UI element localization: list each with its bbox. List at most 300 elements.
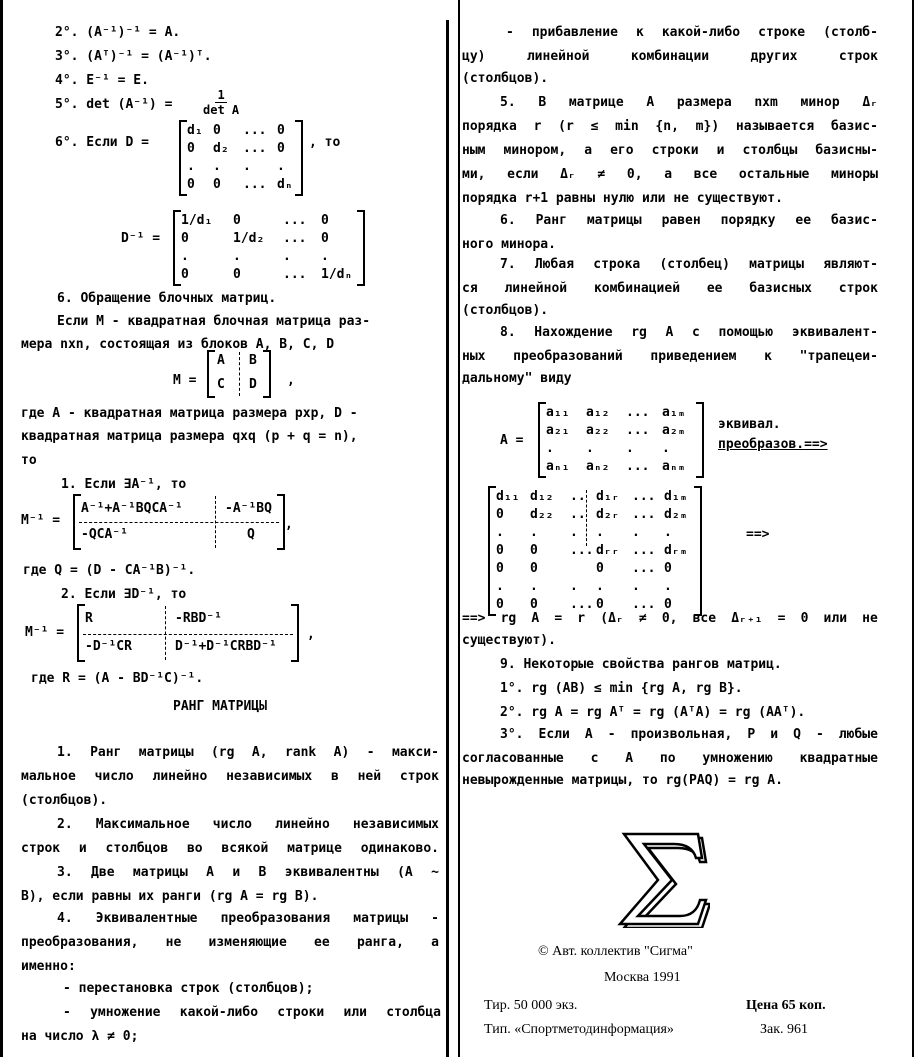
word: = [777,611,786,626]
word: A [584,727,593,742]
a-matrix-cell: . [546,441,554,456]
trapezoid-cell: 0 [530,561,538,576]
word: размера [676,95,732,110]
d-inverse-cell: 1/d₂ [233,231,265,246]
fraction-numerator: 1 [217,88,225,102]
word: ся [462,281,478,296]
m-inverse-lhs-1: М⁻¹ = [21,513,61,528]
rank-3-line-2: B), если равны их ранги (rg A = rg B). [21,889,319,904]
m-inverse-lhs-2: М⁻¹ = [25,625,65,640]
a-matrix-cell: . [586,441,594,456]
d-inverse-cell: 0 [233,213,241,228]
word: 0, [661,611,678,626]
rank-9-property-2: 2°. rg A = rg Aᵀ = rg (AᵀA) = rg (AAᵀ). [500,705,806,720]
case-2-bottom-left: -D⁻¹CR [85,639,132,654]
trapezoid-cell: . [530,525,538,540]
trapezoid-cell: ... [632,489,656,504]
trapezoid-cell: . [570,579,578,594]
word: умножение [90,1005,161,1020]
rank-4-item-1: - перестановка строк (столбцов); [63,981,314,996]
d-matrix-row [187,122,295,140]
rank-9-property-3-line-1 [500,726,878,744]
d-matrix-cell: ... [243,177,267,192]
property-2: 2°. (A⁻¹)⁻¹ = A. [55,25,181,40]
rank-7-line-1 [500,256,878,274]
word: называется [735,119,815,134]
d-inverse-cell: 0 [233,267,241,282]
word: A [531,611,540,626]
word: ней [357,769,382,784]
word: и [770,727,779,742]
word: матрицы [749,257,804,272]
d-matrix-cell: d₂ [213,141,229,156]
word: Максимальное [95,817,190,832]
word: A, [251,745,268,760]
block-c: C [217,377,225,392]
word: ных [462,349,486,364]
rank-3-line-1 [57,864,439,882]
word: строки [277,1005,325,1020]
word: во [186,841,203,856]
word: не [165,935,182,950]
word: Ранг [535,213,567,228]
transforms-arrow: ==> [804,437,828,452]
block-matrix-lhs: М = [173,373,197,388]
word: ранга, [356,935,404,950]
word: (столбец) [659,257,730,272]
where-line-1: где A - квадратная матрица размера pxp, D - [21,406,358,421]
a-matrix-cell: ... [626,423,650,438]
word: и [716,143,725,158]
word: m}) [695,119,720,134]
property-6: 6°. Если D = [55,135,149,150]
word: число [94,769,134,784]
trapezoid-matrix [488,486,702,616]
d-matrix-row [187,158,295,176]
rank-4-line-2 [21,934,439,952]
word: P [747,727,756,742]
word: строки [651,143,699,158]
d-inverse-matrix [173,210,365,286]
word: столбца [386,1005,441,1020]
transforms-label [718,436,828,454]
trapezoid-cell: ... [632,507,656,522]
d-matrix-cell: 0 [213,177,221,192]
trapezoid-row [496,524,694,542]
rank-9-property-3-line-3: невырожденные матрицы, то rg(PAQ) = rg A. [462,773,783,788]
word: столбцов [105,841,169,856]
d-inverse-cell: ... [283,231,307,246]
a-matrix-cell: a₂₁ [546,423,570,438]
word: Эквивалентные [95,911,198,926]
price [746,998,826,1014]
trapezoid-cell: d₂ₘ [664,507,688,522]
word: матрице [287,841,342,856]
matrix-a-lhs: A = [500,433,524,448]
word: 4. [57,911,73,926]
word: других [750,49,798,64]
word: минор [800,95,840,110]
rank-1-line-3: (столбцов). [21,793,108,808]
word: rg [631,325,647,340]
trapezoid-cell: ... [632,561,656,576]
trapezoid-cell: 0 [596,597,604,612]
trapezoid-cell: . [664,525,672,540]
trapezoid-cell: . [496,525,504,540]
word: минором, [503,143,567,158]
d-matrix-cell: . [187,159,195,174]
word: A [206,865,214,880]
word: к [635,25,644,40]
word: столбцы [742,143,798,158]
trapezoid-cell: . [596,525,604,540]
trapezoid-cell: . [570,525,578,540]
d-matrix-cell: 0 [187,177,195,192]
word: если [507,167,539,182]
word: A [665,325,674,340]
word: rg [500,611,517,626]
d-matrix-cell: . [213,159,221,174]
case-2-title: 2. Если ∃D⁻¹, то [61,587,187,602]
d-inverse-cell: 0 [181,231,189,246]
word: A [625,751,634,766]
word: - [815,727,824,742]
d-matrix-cell: 0 [213,123,221,138]
item-add-line-3: (столбцов). [462,71,549,86]
trapezoid-cell: d₁₁ [496,489,520,504]
word: эквивалент- [791,325,878,340]
a-matrix-cell: a₂ₘ [662,423,686,438]
word: строк [838,49,878,64]
trapezoid-cell [570,560,596,578]
property-4: 4°. E⁻¹ = E. [55,73,149,88]
rank-4-item-2 [63,1004,441,1022]
case-1-bottom-left: -QCA⁻¹ [81,527,128,542]
rank-5-line-5: порядка r+1 равны нулю или не существуют. [462,191,783,206]
word: 7. [500,257,516,272]
word: Q [793,727,801,742]
word: преобразования, [21,935,139,950]
word: матрицы [586,213,642,228]
where-line-3: то [21,453,37,468]
a-matrix-cell: aₙ₁ [546,459,570,474]
d-inverse-cell: 0 [181,267,189,282]
trapezoid-cell: .. [570,489,586,504]
rank-9-property-3-line-2 [462,750,878,768]
word: умножению [702,751,773,766]
order-number: Зак. 961 [760,1022,809,1037]
word: 8. [500,325,516,340]
d-inverse-row [181,212,357,230]
word: с [590,751,599,766]
word: одинаково. [360,841,439,856]
trapezoid-cell: . [596,579,604,594]
a-matrix-cell: a₂₂ [586,423,610,438]
word: 6. [500,213,516,228]
trapezoid-cell: 0 [496,561,504,576]
case-1-comma: , [285,517,293,532]
word: всякой [221,841,269,856]
word: строк [21,841,61,856]
word: 5. [500,95,516,110]
word: Любая [534,257,575,272]
word: В [538,95,547,110]
word: произвольная, [630,727,733,742]
rank-2-line-2 [21,840,439,858]
rank-4-item-3: на число λ ≠ 0; [21,1029,139,1044]
word: ≠ [638,611,647,626]
rank-1-line-2 [21,768,439,786]
trapezoid-cell: d₂ᵣ [596,507,620,522]
word: строке [758,25,806,40]
d-inverse-row [181,248,357,266]
word: приведением [650,349,737,364]
matrix-a [538,402,704,478]
word: ее [314,935,330,950]
word: {n, [655,119,679,134]
word: r [577,611,586,626]
word: - [607,727,616,742]
trapezoid-cell: . [632,525,640,540]
block-matrix-m [207,350,271,398]
rank-2-line-1 [57,816,439,834]
trapezoid-vertical-separator [586,490,587,546]
trapezoid-cell: ... [632,597,656,612]
word: (столб- [823,25,878,40]
word: изменяющие [208,935,287,950]
block-d: D [249,377,257,392]
word: матрицы [132,865,188,880]
word: min [615,119,639,134]
left-column [0,0,449,1057]
word: матрицы [138,745,194,760]
trapezoid-cell: dᵣᵣ [596,543,620,558]
right-column [458,0,914,1057]
trapezoid-cell: .. [570,507,586,522]
trapezoid-row [496,578,694,596]
word: Ранг [90,745,122,760]
rank-4-line-1 [57,910,439,928]
word: базисных [749,281,812,296]
trapezoid-cell: 0 [596,561,604,576]
word: r [533,119,542,134]
word: строк [838,281,878,296]
trapezoid-row [496,506,694,524]
d-inverse-lhs: D⁻¹ = [121,231,161,246]
rank-8-line-2 [462,348,878,366]
rank-6-line-1 [500,212,878,230]
word: - [506,25,514,40]
word: ми, [462,167,486,182]
word: квадратные [799,751,878,766]
word: A [646,95,655,110]
word: и [78,841,87,856]
case-1-bottom-right: Q [247,527,255,542]
section-6-line-1: Если М - квадратная блочная матрица раз- [57,314,371,329]
d-matrix-cell: 0 [187,141,195,156]
word: линейной [526,49,590,64]
d-inverse-cell: 1/d₁ [181,213,213,228]
a-matrix-row [546,404,696,422]
word: независимых [352,817,439,832]
rank-5-line-1 [500,94,878,112]
trapezoid-cell: ... [570,597,594,612]
trapezoid-cell: . [530,579,538,594]
city-year: Москва 1991 [604,970,681,985]
item-add-line-1 [506,24,878,42]
word: число [212,817,252,832]
word: макси- [391,745,439,760]
word: 3°. [500,727,524,742]
a-matrix-cell: ... [626,405,650,420]
word: строка [593,257,641,272]
word: или [823,611,848,626]
d-matrix-cell: . [277,159,285,174]
trapezoid-cell: 0 [530,543,538,558]
a-matrix-cell: . [662,441,670,456]
a-matrix-cell: a₁₂ [586,405,610,420]
word: Δᵣ [560,167,576,182]
d-inverse-cell: ... [283,267,307,282]
rank-1-line-1 [57,744,439,762]
word: 3. [57,865,73,880]
word: линейно [275,817,330,832]
rank-6-line-2: ного минора. [462,237,556,252]
trapezoid-cell: d₂₂ [530,507,554,522]
section-6-title: 6. Обращение блочных матриц. [57,291,277,306]
d-inverse-cell: 0 [321,213,329,228]
word: 0, [626,167,643,182]
d-matrix-row [187,140,295,158]
word: (A [397,865,413,880]
a-matrix-row [546,422,696,440]
case-2-bottom-right: D⁻¹+D⁻¹CRBD⁻¹ [175,639,277,654]
a-matrix-row [546,458,696,476]
word: rank [284,745,317,760]
d-matrix-cell: d₁ [187,123,203,138]
word: согласованные [462,751,564,766]
price-text: Цена 65 коп. [746,998,826,1013]
word: 0 [800,611,809,626]
equivalent-label: эквивал. [718,417,781,432]
case-1-q: где Q = (D - CA⁻¹B)⁻¹. [23,563,196,578]
word: мальное [21,769,76,784]
word: ==> [462,611,486,626]
word: комбинации [630,49,710,64]
d-inverse-cell: . [233,249,241,264]
word: а [664,167,673,182]
trapezoid-cell: d₁₂ [530,489,554,504]
trapezoid-cell: ... [570,543,594,558]
word: линейной [504,281,568,296]
word: Δᵣ₊₁ [731,611,763,626]
word: B [258,865,267,880]
word: комбинацией [593,281,681,296]
word: являют- [823,257,878,272]
case-2-horizontal-separator [83,634,293,635]
word: - [431,911,439,926]
word: прибавление [531,25,618,40]
word: базис- [830,213,878,228]
word: базисны- [815,143,878,158]
word: преобразований [513,349,623,364]
word: = [554,611,563,626]
word: порядка [462,119,517,134]
section-6-line-2: мера nxn, состоящая из блоков A, B, C, D [21,337,335,352]
property-5-fraction [203,88,239,117]
word: любые [838,727,878,742]
word: независимых [226,769,313,784]
rank-9-title: 9. Некоторые свойства рангов матриц. [500,657,782,672]
word: а [431,935,439,950]
rank-4-line-3: именно: [21,959,76,974]
case-2-comma: , [307,627,315,642]
d-matrix-cell: 0 [277,123,285,138]
trapezoid-cell: 0 [530,597,538,612]
trapezoid-cell: . [632,579,640,594]
where-line-2: квадратная матрица размера qxq (p + q = n), [21,429,358,444]
item-add-line-2 [462,48,878,66]
d-matrix-cell: 0 [277,141,285,156]
d-inverse-cell: 0 [321,231,329,246]
property-3: 3°. (Aᵀ)⁻¹ = (A⁻¹)ᵀ. [55,49,212,64]
case-1-title: 1. Если ∃A⁻¹, то [61,477,187,492]
word: помощью [718,325,774,340]
a-matrix-cell: . [626,441,634,456]
word: его [610,143,634,158]
fraction-denominator: det A [203,103,240,117]
case-2-vertical-separator [165,606,166,660]
case-2-top-left: R [85,611,93,626]
d-inverse-cell: . [283,249,291,264]
word: Нахождение [534,325,613,340]
d-inverse-cell: . [321,249,329,264]
word: 2. [57,817,73,832]
word: к [764,349,772,364]
a-matrix-cell: aₙₘ [662,459,686,474]
word: какой-либо [661,25,741,40]
print-run: Тир. 50 000 экз. [484,998,578,1013]
word: (r [558,119,574,134]
sigma-logo-icon [610,828,710,928]
word: ~ [431,865,439,880]
printing-house: Тип. «Спортметодинформация» [484,1022,674,1037]
d-inverse-cell: . [181,249,189,264]
a-matrix-cell: ... [626,459,650,474]
word: остальные [738,167,810,182]
rank-5-line-3 [462,142,878,160]
word: все [693,167,718,182]
trapezoid-cell: ... [632,543,656,558]
word: матрице [568,95,624,110]
word: с [691,325,700,340]
transforms-text: преобразов. [718,437,805,452]
word: 1. [57,745,73,760]
copyright-line: © Авт. коллектив "Сигма" [538,944,693,959]
property-6-then: , то [309,135,341,150]
word: преобразования [220,911,331,926]
word: и [232,865,241,880]
word: строк [399,769,439,784]
d-inverse-row [181,266,357,284]
word: ным [462,143,486,158]
word: порядку [720,213,776,228]
word: nxm [754,95,778,110]
d-inverse-cell: ... [283,213,307,228]
case-1-top-right: -A⁻¹BQ [225,501,272,516]
rank-heading: РАНГ МАТРИЦЫ [173,699,267,714]
a-matrix-cell: aₙ₂ [586,459,610,474]
